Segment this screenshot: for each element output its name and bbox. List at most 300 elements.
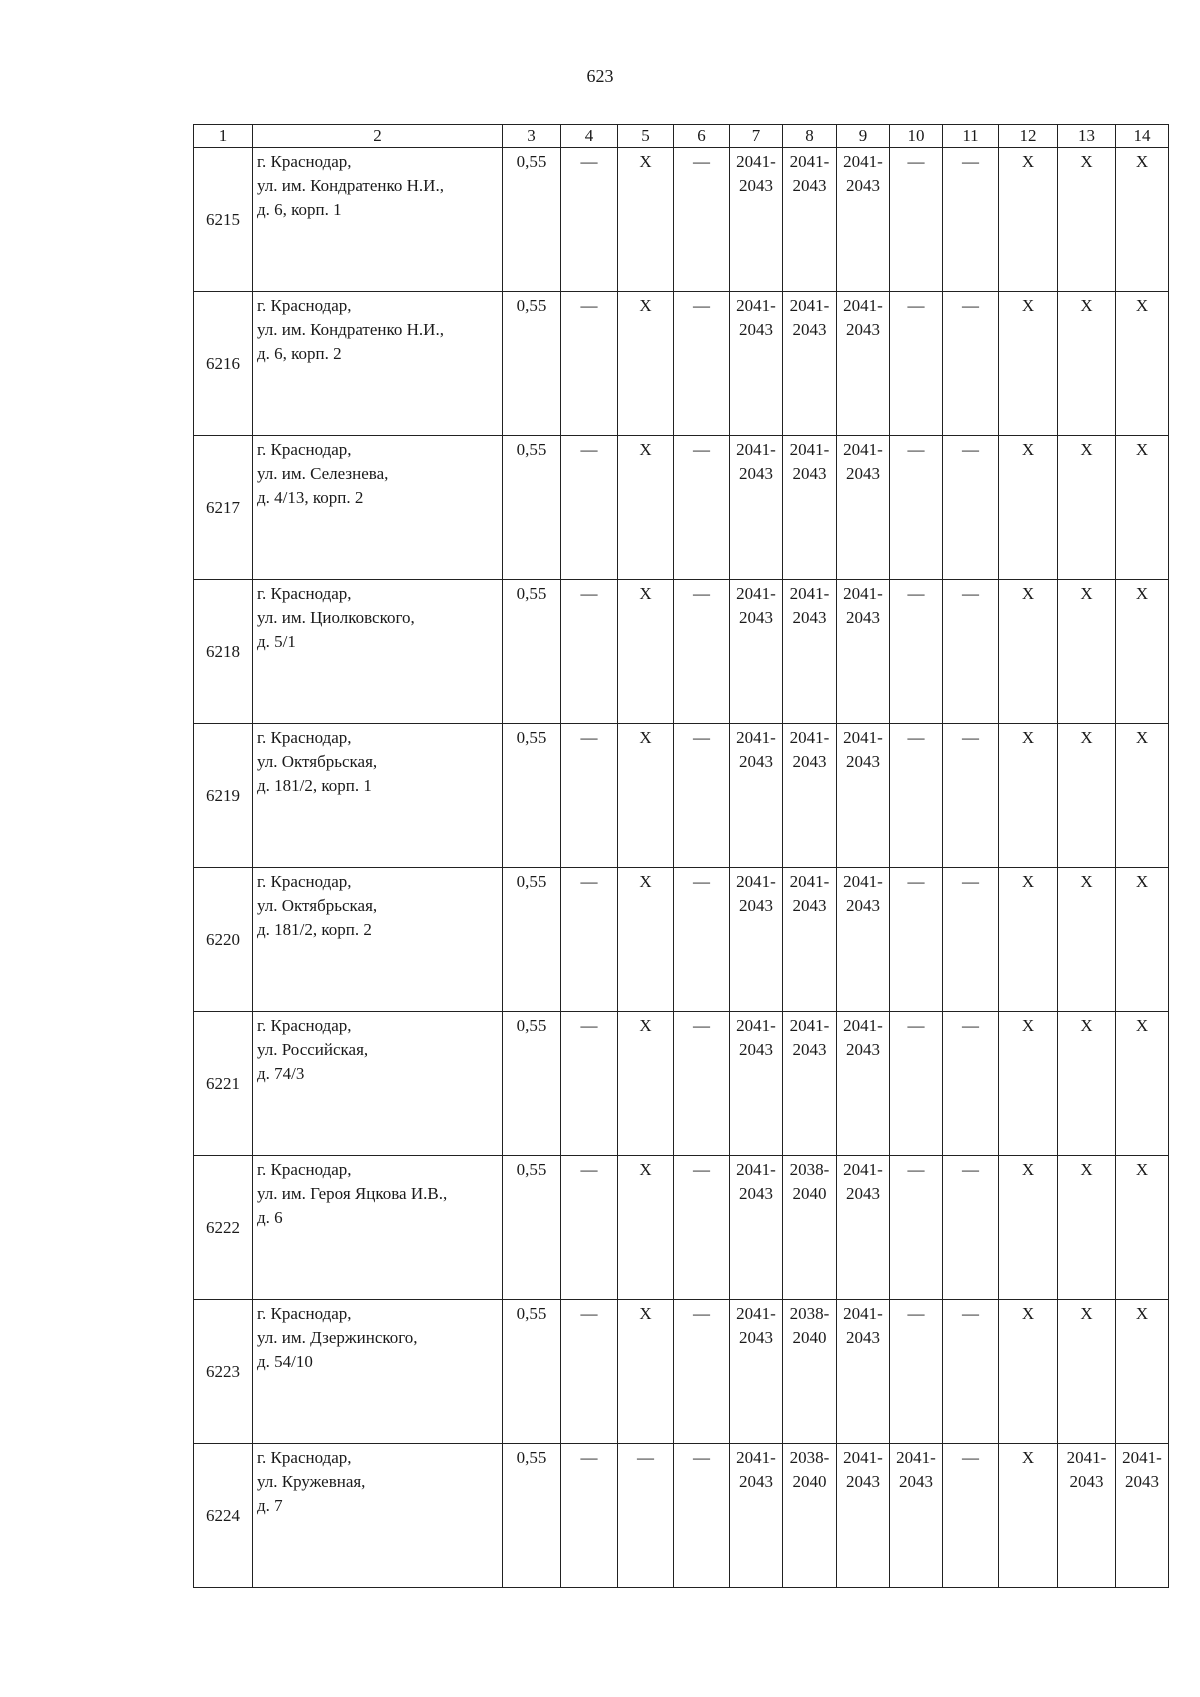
year-range-part: 2041-: [736, 440, 776, 459]
dash-mark: —: [962, 872, 979, 891]
dash-mark: —: [907, 1160, 925, 1179]
x-mark: Х: [1080, 296, 1093, 315]
column-header: 12: [999, 125, 1058, 148]
cell-c11: [943, 292, 999, 436]
year-range-part: 2043: [739, 1472, 773, 1491]
cell-c5: [618, 436, 674, 580]
dash-mark: —: [962, 440, 979, 459]
cell-c4: [561, 148, 618, 292]
x-mark: Х: [1080, 728, 1093, 747]
cell-c7: [730, 1156, 783, 1300]
table-row: [194, 1156, 1169, 1300]
table-row: [194, 148, 1169, 292]
dash-mark: —: [907, 1304, 925, 1323]
year-range-part: 2043: [792, 464, 827, 483]
year-range-part: 2043: [739, 1040, 773, 1059]
cell-c13: [1058, 724, 1116, 868]
dash-mark: —: [907, 872, 925, 891]
address-line: д. 6, корп. 1: [257, 200, 342, 219]
x-mark: Х: [1021, 728, 1035, 747]
address-line: г. Краснодар,: [257, 1304, 352, 1323]
cell-c10: [890, 1012, 943, 1156]
year-range-part: 2043: [846, 320, 880, 339]
x-mark: Х: [1021, 584, 1035, 603]
column-header: 13: [1058, 125, 1116, 148]
year-range-part: 2043: [846, 1040, 880, 1059]
dash-mark: —: [580, 440, 598, 459]
address-cell: [253, 1012, 503, 1156]
address-cell: [253, 868, 503, 1012]
cell-c11: [943, 436, 999, 580]
year-range-part: 2041-: [789, 296, 830, 315]
year-range-part: 2041-: [843, 152, 883, 171]
dash-mark: —: [693, 872, 710, 891]
x-mark: Х: [1021, 1304, 1035, 1323]
table-body: [194, 148, 1169, 1588]
cell-c14: [1116, 724, 1169, 868]
cell-c10: [890, 148, 943, 292]
x-mark: Х: [1135, 728, 1149, 747]
address-line: д. 181/2, корп. 1: [257, 776, 372, 795]
cell-c8: [783, 1444, 837, 1588]
year-range-part: 2043: [739, 1184, 773, 1203]
cell-c7: [730, 292, 783, 436]
address-line: ул. им. Героя Яцкова И.В.,: [257, 1184, 448, 1203]
cell-c7: [730, 436, 783, 580]
cell-c9: [837, 1444, 890, 1588]
x-mark: Х: [639, 1304, 652, 1323]
cell-c13: [1058, 580, 1116, 724]
row-number: 6223: [194, 1300, 253, 1444]
dash-mark: —: [580, 584, 598, 603]
cell-c8: [783, 1300, 837, 1444]
cell-c9: [837, 868, 890, 1012]
cell-c11: [943, 580, 999, 724]
cell-c4: [561, 1156, 618, 1300]
row-number: 6217: [194, 436, 253, 580]
dash-mark: —: [693, 1448, 710, 1467]
row-number: 6219: [194, 724, 253, 868]
cell-c9: [837, 436, 890, 580]
dash-mark: —: [962, 296, 979, 315]
cell-c3: [503, 1444, 561, 1588]
header-row: [194, 125, 1169, 148]
cell-c11: [943, 1012, 999, 1156]
cell-c11: [943, 1444, 999, 1588]
cell-c14: [1116, 580, 1169, 724]
cell-c13: [1058, 292, 1116, 436]
cell-c5: [618, 1300, 674, 1444]
cell-value: 0,55: [516, 728, 547, 747]
cell-value: 0,55: [516, 872, 547, 891]
cell-c4: [561, 868, 618, 1012]
cell-c9: [837, 292, 890, 436]
year-range-part: 2041-: [843, 440, 883, 459]
dash-mark: —: [907, 296, 925, 315]
cell-c7: [730, 580, 783, 724]
cell-c7: [730, 1444, 783, 1588]
x-mark: Х: [639, 584, 652, 603]
year-range-part: 2043: [846, 1472, 880, 1491]
x-mark: Х: [1021, 1016, 1035, 1035]
cell-c3: [503, 1300, 561, 1444]
address-line: д. 7: [257, 1496, 283, 1515]
address-line: ул. им. Кондратенко Н.И.,: [257, 320, 444, 339]
cell-c5: [618, 148, 674, 292]
x-mark: Х: [639, 152, 652, 171]
year-range-part: 2041-: [1122, 1448, 1162, 1467]
dash-mark: —: [580, 296, 598, 315]
cell-c10: [890, 292, 943, 436]
address-cell: [253, 436, 503, 580]
cell-c11: [943, 1300, 999, 1444]
year-range-part: 2041-: [896, 1448, 936, 1467]
year-range-part: 2043: [846, 176, 880, 195]
year-range-part: 2041-: [736, 584, 776, 603]
cell-c7: [730, 1300, 783, 1444]
address-line: д. 181/2, корп. 2: [257, 920, 372, 939]
dash-mark: —: [962, 728, 979, 747]
year-range-part: 2043: [846, 1328, 880, 1347]
dash-mark: —: [907, 728, 925, 747]
cell-c5: [618, 1012, 674, 1156]
cell-c12: [999, 292, 1058, 436]
cell-c12: [999, 1012, 1058, 1156]
column-header: 2: [253, 125, 503, 148]
year-range-part: 2043: [739, 1328, 773, 1347]
address-line: д. 6, корп. 2: [257, 344, 342, 363]
x-mark: Х: [639, 872, 652, 891]
address-line: ул. Кружевная,: [257, 1472, 366, 1491]
cell-c10: [890, 1444, 943, 1588]
x-mark: Х: [639, 728, 652, 747]
table-row: [194, 292, 1169, 436]
cell-c12: [999, 724, 1058, 868]
address-line: ул. Российская,: [257, 1040, 369, 1059]
year-range-part: 2043: [792, 608, 827, 627]
dash-mark: —: [580, 1160, 598, 1179]
year-range-part: 2041-: [736, 728, 776, 747]
cell-c11: [943, 868, 999, 1012]
dash-mark: —: [637, 1448, 654, 1467]
dash-mark: —: [907, 152, 925, 171]
dash-mark: —: [693, 296, 710, 315]
x-mark: Х: [1021, 440, 1035, 459]
address-line: г. Краснодар,: [257, 584, 352, 603]
cell-c9: [837, 580, 890, 724]
address-line: г. Краснодар,: [257, 1448, 352, 1467]
cell-c3: [503, 1012, 561, 1156]
cell-c6: [674, 148, 730, 292]
cell-c14: [1116, 1156, 1169, 1300]
year-range-part: 2041-: [736, 1160, 776, 1179]
column-header: 14: [1116, 125, 1169, 148]
year-range-part: 2043: [792, 320, 827, 339]
dash-mark: —: [962, 1160, 979, 1179]
year-range-part: 2043: [792, 176, 827, 195]
year-range-part: 2041-: [843, 1160, 883, 1179]
dash-mark: —: [962, 152, 979, 171]
register-table: [193, 124, 1169, 1588]
cell-c10: [890, 724, 943, 868]
cell-c12: [999, 1300, 1058, 1444]
cell-c5: [618, 1156, 674, 1300]
year-range-part: 2040: [792, 1184, 827, 1203]
cell-c6: [674, 724, 730, 868]
table-row: [194, 1444, 1169, 1588]
cell-c14: [1116, 1012, 1169, 1156]
year-range-part: 2041-: [736, 296, 776, 315]
year-range-part: 2043: [739, 608, 773, 627]
column-header: 4: [561, 125, 618, 148]
row-number: 6220: [194, 868, 253, 1012]
cell-value: 0,55: [516, 1160, 547, 1179]
year-range-part: 2040: [792, 1472, 827, 1491]
year-range-part: 2041-: [789, 728, 830, 747]
year-range-part: 2043: [1069, 1472, 1104, 1491]
dash-mark: —: [693, 152, 710, 171]
cell-c5: [618, 580, 674, 724]
cell-c12: [999, 580, 1058, 724]
address-line: г. Краснодар,: [257, 152, 352, 171]
cell-c4: [561, 580, 618, 724]
cell-c6: [674, 292, 730, 436]
cell-c8: [783, 580, 837, 724]
x-mark: Х: [1021, 296, 1035, 315]
year-range-part: 2041-: [789, 872, 830, 891]
address-line: д. 4/13, корп. 2: [257, 488, 364, 507]
address-cell: [253, 1444, 503, 1588]
year-range-part: 2043: [792, 752, 827, 771]
column-header: 5: [618, 125, 674, 148]
cell-c13: [1058, 148, 1116, 292]
row-number: 6222: [194, 1156, 253, 1300]
x-mark: Х: [1021, 872, 1035, 891]
year-range-part: 2043: [792, 896, 827, 915]
address-line: д. 5/1: [257, 632, 296, 651]
cell-c13: [1058, 1012, 1116, 1156]
x-mark: Х: [1080, 1304, 1093, 1323]
year-range-part: 2038-: [789, 1448, 830, 1467]
cell-c6: [674, 1444, 730, 1588]
x-mark: Х: [639, 296, 652, 315]
table-row: [194, 724, 1169, 868]
column-header: 3: [503, 125, 561, 148]
year-range-part: 2041-: [736, 1016, 776, 1035]
cell-c14: [1116, 868, 1169, 1012]
cell-c8: [783, 1156, 837, 1300]
cell-c6: [674, 436, 730, 580]
x-mark: Х: [1080, 152, 1093, 171]
year-range-part: 2041-: [843, 296, 883, 315]
cell-value: 0,55: [516, 296, 547, 315]
x-mark: Х: [1080, 440, 1093, 459]
address-cell: [253, 292, 503, 436]
x-mark: Х: [1135, 440, 1149, 459]
x-mark: Х: [1080, 584, 1093, 603]
year-range-part: 2041-: [789, 152, 830, 171]
address-cell: [253, 580, 503, 724]
dash-mark: —: [962, 1448, 979, 1467]
dash-mark: —: [580, 728, 598, 747]
row-number: 6224: [194, 1444, 253, 1588]
dash-mark: —: [580, 1448, 598, 1467]
address-line: д. 6: [257, 1208, 283, 1227]
column-header: 10: [890, 125, 943, 148]
x-mark: Х: [1135, 152, 1149, 171]
cell-c12: [999, 868, 1058, 1012]
address-line: г. Краснодар,: [257, 728, 352, 747]
page-number: 623: [586, 66, 614, 86]
cell-c8: [783, 724, 837, 868]
dash-mark: —: [580, 152, 598, 171]
year-range-part: 2043: [899, 1472, 933, 1491]
cell-c5: [618, 1444, 674, 1588]
cell-c10: [890, 868, 943, 1012]
cell-c6: [674, 1012, 730, 1156]
cell-c10: [890, 436, 943, 580]
cell-c5: [618, 868, 674, 1012]
cell-c13: [1058, 1444, 1116, 1588]
cell-c9: [837, 148, 890, 292]
dash-mark: —: [693, 584, 710, 603]
address-line: ул. Октябрьская,: [257, 752, 378, 771]
address-line: г. Краснодар,: [257, 1016, 352, 1035]
year-range-part: 2043: [739, 464, 773, 483]
year-range-part: 2041-: [843, 1304, 883, 1323]
year-range-part: 2041-: [736, 872, 776, 891]
address-line: д. 54/10: [257, 1352, 313, 1371]
cell-c3: [503, 436, 561, 580]
x-mark: Х: [1021, 1448, 1035, 1467]
cell-c7: [730, 148, 783, 292]
table-row: [194, 1012, 1169, 1156]
column-header: 9: [837, 125, 890, 148]
cell-value: 0,55: [516, 1304, 547, 1323]
cell-c4: [561, 1012, 618, 1156]
x-mark: Х: [639, 1016, 652, 1035]
year-range-part: 2041-: [1066, 1448, 1107, 1467]
dash-mark: —: [693, 728, 710, 747]
cell-c13: [1058, 1300, 1116, 1444]
year-range-part: 2041-: [789, 440, 830, 459]
year-range-part: 2041-: [736, 1304, 776, 1323]
year-range-part: 2043: [739, 176, 773, 195]
year-range-part: 2040: [792, 1328, 827, 1347]
cell-c5: [618, 724, 674, 868]
dash-mark: —: [580, 1016, 598, 1035]
x-mark: Х: [1021, 152, 1035, 171]
table-row: [194, 580, 1169, 724]
cell-c4: [561, 436, 618, 580]
cell-c11: [943, 724, 999, 868]
cell-c8: [783, 292, 837, 436]
cell-c6: [674, 1156, 730, 1300]
cell-c11: [943, 148, 999, 292]
cell-value: 0,55: [516, 584, 547, 603]
address-cell: [253, 148, 503, 292]
cell-c14: [1116, 436, 1169, 580]
table-row: [194, 436, 1169, 580]
dash-mark: —: [580, 1304, 598, 1323]
x-mark: Х: [1135, 1304, 1149, 1323]
year-range-part: 2043: [739, 320, 773, 339]
cell-c4: [561, 292, 618, 436]
dash-mark: —: [693, 1016, 710, 1035]
row-number: 6221: [194, 1012, 253, 1156]
year-range-part: 2043: [846, 896, 880, 915]
dash-mark: —: [907, 584, 925, 603]
cell-c14: [1116, 1444, 1169, 1588]
cell-c3: [503, 292, 561, 436]
dash-mark: —: [580, 872, 598, 891]
cell-c12: [999, 1156, 1058, 1300]
year-range-part: 2043: [739, 752, 773, 771]
cell-c10: [890, 1156, 943, 1300]
cell-c7: [730, 868, 783, 1012]
dash-mark: —: [962, 1304, 979, 1323]
cell-c3: [503, 580, 561, 724]
address-line: д. 74/3: [257, 1064, 305, 1083]
cell-c13: [1058, 436, 1116, 580]
year-range-part: 2038-: [789, 1160, 830, 1179]
cell-c13: [1058, 868, 1116, 1012]
column-header: 11: [943, 125, 999, 148]
cell-c4: [561, 1300, 618, 1444]
x-mark: Х: [1135, 1016, 1149, 1035]
table-row: [194, 868, 1169, 1012]
address-cell: [253, 724, 503, 868]
year-range-part: 2041-: [843, 728, 883, 747]
x-mark: Х: [1021, 1160, 1035, 1179]
year-range-part: 2043: [846, 608, 880, 627]
year-range-part: 2038-: [789, 1304, 830, 1323]
year-range-part: 2043: [1125, 1472, 1159, 1491]
cell-c12: [999, 436, 1058, 580]
year-range-part: 2041-: [789, 584, 830, 603]
address-line: г. Краснодар,: [257, 440, 352, 459]
x-mark: Х: [639, 1160, 652, 1179]
cell-c12: [999, 148, 1058, 292]
year-range-part: 2043: [846, 464, 880, 483]
column-header: 7: [730, 125, 783, 148]
cell-c8: [783, 148, 837, 292]
cell-value: 0,55: [516, 1448, 547, 1467]
row-number: 6218: [194, 580, 253, 724]
x-mark: Х: [1135, 872, 1149, 891]
year-range-part: 2043: [792, 1040, 827, 1059]
x-mark: Х: [639, 440, 652, 459]
table-row: [194, 1300, 1169, 1444]
dash-mark: —: [907, 440, 925, 459]
cell-c3: [503, 868, 561, 1012]
cell-c11: [943, 1156, 999, 1300]
dash-mark: —: [962, 584, 979, 603]
x-mark: Х: [1080, 1016, 1093, 1035]
year-range-part: 2041-: [843, 872, 883, 891]
x-mark: Х: [1135, 1160, 1149, 1179]
cell-value: 0,55: [516, 1016, 547, 1035]
dash-mark: —: [693, 440, 710, 459]
cell-c9: [837, 1300, 890, 1444]
row-number: 6216: [194, 292, 253, 436]
cell-c10: [890, 1300, 943, 1444]
cell-c14: [1116, 1300, 1169, 1444]
x-mark: Х: [1135, 584, 1149, 603]
address-cell: [253, 1156, 503, 1300]
year-range-part: 2041-: [843, 1016, 883, 1035]
cell-value: 0,55: [516, 440, 547, 459]
